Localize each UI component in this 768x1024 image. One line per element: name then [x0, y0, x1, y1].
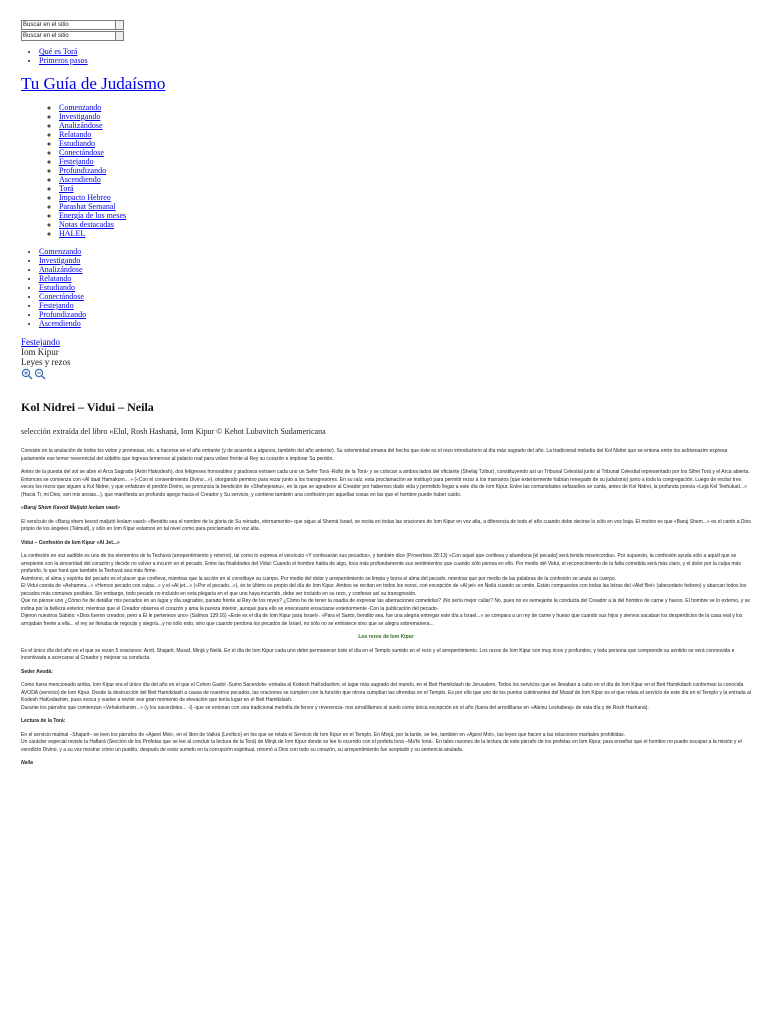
sub-nav-item: [59, 202, 751, 211]
sub-nav-item: [59, 148, 751, 157]
top-nav-item: [39, 47, 751, 56]
sub-nav-item: [59, 166, 751, 175]
sub-nav-link[interactable]: Notas destacadas: [59, 220, 114, 229]
breadcrumb-level-3: Leyes y rezos: [21, 357, 71, 367]
search-form-2: [21, 31, 751, 41]
search-form-1: [21, 20, 751, 30]
section-heading: Los rezos de Iom Kipur: [358, 634, 414, 640]
main-nav-link[interactable]: Analizándose: [39, 265, 83, 274]
main-nav-link[interactable]: Estudiando: [39, 283, 75, 292]
sub-nav-item: [59, 220, 751, 229]
page: [21, 20, 751, 774]
sub-nav-item: [59, 112, 751, 121]
main-nav-link[interactable]: Festejando: [39, 301, 74, 310]
main-nav-item: [39, 247, 751, 256]
section-heading: Seder Avodá:: [21, 668, 53, 675]
sub-nav-item: [59, 175, 751, 184]
paragraph: Como fuera mencionado arriba, Iom Kipur era el único día del año en el que el Cohen Gadol -Sumo Sacerdote- entraba al Kodesh HaKodashim, el lugar más sagrado del mundo, en el Beit Hamikdash de Jerusalem. Todos los servicios que se llevaban a cabo en el día de Iom Kipur en el Beit Hamikdash conforman la conocida AVODA (servicio) de Iom Kipur. Desde la destrucción del Beit Hamikdash a causa de nuestros pecados, las oraciones se cumplen con la función que otrora cumplían las ofrendas en el Templo. Es por ello que uno de los puntos culminantes del Musaf de Iom Kipur es el que relata el servicio de este día en el Templo y la entrada al Kodesh HaKodashim, pues evoca y vuelve a revivir ese gran momento de elevación que tenía lugar en el Beit Hamikdash.: [21, 682, 751, 703]
sub-nav-item: [59, 103, 751, 112]
sub-nav-item: [59, 121, 751, 130]
paragraph: Es el único día del año en el que se rezan 5 oraciones: Arvit, Shajarit, Musaf, Minjá y Neilá. En el día de Iom Kipur cada uno debe permanecer todo el día en el Templo sumido en el rezo y el arrepentimiento. Los rezos de Iom Kipur son muy ricos y profundos, y toda persona que comprende su sentido se verá conmovida e incentivada a acercarse al Creador y mejorar su conducta.: [21, 647, 735, 661]
main-nav-item: [39, 301, 751, 310]
main-nav-item: [39, 310, 751, 319]
sub-nav-link[interactable]: HALEL: [59, 229, 86, 238]
sub-nav-link[interactable]: Parashat Semanal: [59, 202, 116, 211]
main-nav-item: [39, 292, 751, 301]
sub-nav-item: [59, 130, 751, 139]
breadcrumb-level-2: Iom Kipur: [21, 347, 59, 357]
search-input[interactable]: [21, 31, 115, 41]
sub-nav-item: [59, 229, 751, 238]
sub-nav-link[interactable]: Festejando: [59, 157, 94, 166]
paragraph: El versículo de «Baruj shem kevod maljutó leolam vaed» «Bendito sea el nombre de la gloria de Su reinado, eternamente» que sigue al Shemá Israel, se recita en todas las oraciones de Iom Kipur en voz alta, a diferencia de todo el año cuando debe decirse lo sólo en voz baja. El motivo es que «Baruj Shem...» es el canto a Dios propio de los ángeles (Talmud), y sólo en Iom Kipur estamos en tal nivel como para proclamarlo en voz alta.: [21, 518, 751, 532]
sub-nav-link[interactable]: Energía de los meses: [59, 211, 127, 220]
paragraph: En el servicio matinal –Shajarit– se leen los pàrrafos de «Ajarei Mot», en el libro de Vaikrá (Levítico) en los que se relata el Servicio de Iom Kipur en el Templo. En Minjá, por la tarde, se lee, también en «Ajarei Mot», las leyes que hacen a las relaciones maritales prohibidas.: [21, 731, 626, 738]
breadcrumb: [21, 337, 751, 367]
zoom-controls: [21, 368, 751, 380]
paragraph: Antes de la puesta del sol se abre el Arca Sagrada (Arón Hakodesh), dos feligreses honorables y piadosos extraen cada uno un Sefer Torá -Rollo de la Torá- y se colocan a ambos lados del oficiante (Sheliaj Tzibur), constituyendo así un Tribunal Celestial junto al Tribunal Celestial representado por los Sifrei Torá y el Arca abierta. Entonces se comienza con «Al daat Hamakom... » («Con el consentimiento Divino...»), otorgando permiso para rezar junto a los transgresores. En su raíz, esta proclamación se instituyó para permitir rezar a los marranos (que exteriormente habían renegado de su judaísmo) junto a toda la congregación. Luego de recitar tres veces los rezos que siguen a Kol Nidrei, y que enfatizan el perdón Divino, se pronuncia la bendición de «Shehejeianu», en la que se agradece al Creador por habernos dado vida y permitido llegar a este día de Iom Kipur. Entre las comunidades sefaradíes se canta, antes de Kol Nidrei, la profunda poesía «Lejá Kel Teshukatí...» (Hacia Ti, mi Dios, son mis ansias...), que manifiesta un profundo apego hacia el Creador y Su servicio, y contiene también una confesión por aquellas cosas en las que el hombre puede haber caído.: [21, 469, 750, 498]
main-nav-item: [39, 283, 751, 292]
paragraph: Consiste en la anulación de todos los votos y promesas, etc. a hacerse en el año entrante (y de acuerdo a algunos, también del año anterior). Su solemnidad emana del hecho que éste es el rezo introductorio al día más sagrado del año. La tradicional melodía del Kol Nidrei que se entona entre los ashkenazim expresa justamente ese temor reverencial del súbdito que ingresa temeroso al palacio real para volver frente al Rey su corazón e implorar Su perdón.: [21, 448, 728, 462]
sub-nav-item: [59, 157, 751, 166]
sub-nav-item: [59, 193, 751, 202]
main-nav-item: [39, 265, 751, 274]
site-title: [21, 74, 751, 94]
top-nav: [21, 47, 751, 65]
sub-nav-link[interactable]: Analizándose: [59, 121, 103, 130]
main-nav-item: [39, 256, 751, 265]
sub-nav-link[interactable]: Torá: [59, 184, 74, 193]
paragraph: Que no piense uno ¿Cómo he de detallar mis pecados en un lugar y día sagrados, parado frente al Rey de los reyes? ¿Cómo he de tener la osadía de expresar las aberraciones cometidas? ¡No sería mejor callar? No, pues no es semejante la conducta del Creador a la del hombre de carne y hueso. El hombre ve lo externo, y se indina por la belleza exterior, mientras que el Creador observa el corazón y ama la pureza interior, aunque para ello se enecesario ensuciarse exteriormente -Con la publicación del pecado-.: [21, 598, 751, 612]
section-heading: «Baruj Shem Kevod Maljutó leolam vaed»: [21, 505, 120, 511]
sub-nav-item: [59, 139, 751, 148]
zoom-out-icon[interactable]: [34, 368, 46, 380]
main-nav-link[interactable]: Comenzando: [39, 247, 82, 256]
search-button[interactable]: [115, 31, 124, 41]
main-nav-link[interactable]: Conectándose: [39, 292, 84, 301]
paragraph: Durante los párrafos que comienzan «Vehakohanim...» (y los sacerdotes... -I) -que se entonan con una tradicional melodía de fervor y reverencia- nos arrodillamos al suelo como única excepción en el año (fuera del arrodillarse en «Aleinu Leshabeaj» de esta día y de Rosh Hashaná).: [21, 704, 649, 711]
sub-nav-link[interactable]: Impacto Hebreo: [59, 193, 111, 202]
top-nav-item: [39, 56, 751, 65]
sub-nav-link[interactable]: Ascendiendo: [59, 175, 101, 184]
main-nav-link[interactable]: Ascendiendo: [39, 319, 81, 328]
paragraph: Un carácter especial reviste la Haftará (Sección de los Profetas que se lee al concluir la lectura de la Torá) de Minjá de Iom Kipur donde se lee lo ocurrido con el profeta Ioná –Ma'fe Ioná-. En tales razones de la lectura de este pàrrafo de los profetas en Iom Kipur, para enseñar que el hombre no puede escapar a la misión y el veredicto Divino, y a su vez mostrar cómo un pueblo, después de estar sumido en la corrupción espiritual, retornó a Dios con todo su corazón, su arrepentimiento fue aceptado y su sentencia anulada.: [21, 739, 742, 753]
search-input[interactable]: [21, 20, 115, 30]
sub-nav-link[interactable]: Investigando: [59, 112, 101, 121]
zoom-in-icon[interactable]: [21, 368, 33, 380]
site-title-link[interactable]: Tu Guía de Judaísmo: [21, 74, 166, 93]
section-heading: Neila: [21, 760, 33, 766]
main-nav: [21, 247, 751, 328]
sub-nav-link[interactable]: Profundizando: [59, 166, 107, 175]
section-heading: Lectura de la Torá:: [21, 718, 66, 724]
top-nav-link-primeros-pasos[interactable]: Primeros pasos: [39, 56, 88, 65]
section-heading: Vidui – Confesión de Iom Kipur «Al Jet...»: [21, 539, 120, 546]
breadcrumb-link-festejando[interactable]: Festejando: [21, 337, 60, 347]
sub-nav-link[interactable]: Comenzando: [59, 103, 102, 112]
main-nav-item: [39, 319, 751, 328]
article-title: Kol Nidrei – Vidui – Neila: [21, 400, 154, 414]
sub-nav: [21, 103, 751, 238]
main-nav-link[interactable]: Relatando: [39, 274, 72, 283]
search-button[interactable]: [115, 20, 124, 30]
sub-nav-link[interactable]: Conectándose: [59, 148, 104, 157]
main-nav-link[interactable]: Investigando: [39, 256, 81, 265]
sub-nav-item: [59, 211, 751, 220]
paragraph: La confesión en voz audible es uno de los elementos de la Teshuvá (arrepentimiento y retorno), tal como lo expresa el versículo «Y confesarán sus pecados», y también dice (Proverbios 28:13) «Con aquel que confiesa y abandona [el pecado] será tenida misericordia». Por supuesto, la confesión ayuda sólo a aquél que se arrepiente con la sinceridad del corazón y decide no volver a incurrir en el pecado. Entre las finalidades del Vidui: Cuando el hombre habla de algo, toca más profundamente sus sentimientos que cuando sólo piensa en ello. Por medio del Vidui, el reconocimiento de la falta cometida será más claro, y el dolor por la culpa más profundo, lo que hará que también la Teshuvá sea más firme.: [21, 553, 741, 574]
main-nav-item: [39, 274, 751, 283]
main-nav-link[interactable]: Profundizando: [39, 310, 87, 319]
article-body: [21, 448, 751, 768]
paragraph: Asimismo, el alma y espíritu del pecado es el placer que conlleva, mientras que la acción en sí constituye su cuerpo. Por medio del dolor y arrepentimiento se limpia y borra el alma del pecado, mientras que por medio de las palabras de la confesión se anula su cuerpo.: [21, 575, 617, 582]
top-nav-link-que-es-tora[interactable]: Qué es Torá: [39, 47, 78, 56]
article-subtitle: selección extraída del libro «Elul, Rosh Hashaná, Iom Kipur © Kehot Lubavitch Sudamericana: [21, 427, 326, 436]
paragraph: Dijeron nuestros Sabios: «Dios fueron creados, pero a Él le pertenece uno» (Salmos 139:16) «Este es el día de Iom Kipur para Israel». «Para el Santo, bendito sea, fue una alegría entregar este día a Israel...» se compara a un rey de carne y hueso que cuando sus hijos y siervos sacaban los desperdicios de la casa real y los arrojaban frente a ella... el rey se llenaba de regocijo y alegría...y no sólo esto, sino que cuando perdona los pecados de Israel, no sólo no se entristece sino que se alegra sobremanera...: [21, 613, 743, 627]
sub-nav-link[interactable]: Relatando: [59, 130, 92, 139]
paragraph: El Vidui consta de «Ashamnu...» «Hemos pecado con culpa...» y el «Al jet...» («Por el pecado...»), és te último es propio del día de Iom Kipur. Ambos se recitan en todos los rezos, con excepción de «Al jet» en Neilá cuando se omite. Están compuestos con todas las letras del «Alef Bet» (abecedario hebreo) y abarcan todos los pecados más comunes posibles. Sin embargo, todo pecado no incluido en esta plegaria en el que uno haya incurrido, debe ser incluido en su rezo, y confesar así su transgresión.: [21, 583, 747, 597]
sub-nav-link[interactable]: Estudiando: [59, 139, 95, 148]
sub-nav-item: [59, 184, 751, 193]
